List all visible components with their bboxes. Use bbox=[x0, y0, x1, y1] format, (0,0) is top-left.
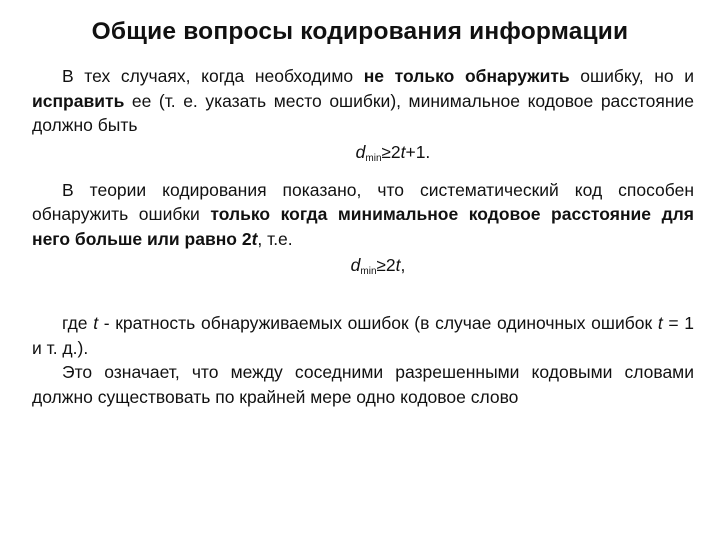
formula1-tail: +1. bbox=[405, 141, 431, 162]
formula1-t: t bbox=[400, 141, 406, 162]
p1-text-3: ее (т. е. указать место ошибки), минимальное кодовое расстояние должно быть bbox=[32, 90, 694, 135]
formula1-d: d bbox=[355, 141, 366, 162]
p2-bold: только когда минимальное кодовое расстояние для него больше или равно 2 bbox=[32, 204, 694, 249]
formula2-d: d bbox=[350, 255, 361, 275]
p1-text-2: ошибку, но и bbox=[569, 66, 695, 86]
paragraph-theory bbox=[32, 178, 694, 252]
p2-bold-italic-t: t bbox=[251, 228, 258, 249]
paragraph-meaning: Это означает, что между соседними разрешенными кодовыми словами должно существовать по крайней мере одно кодовое слово bbox=[32, 362, 694, 407]
p3-text-3: = 1 и т. д.). bbox=[32, 313, 694, 358]
slide-title: Общие вопросы кодирования информации bbox=[91, 18, 629, 45]
formula2-two: 2 bbox=[385, 255, 396, 275]
p3-text-2: - кратность обнаруживаемых ошибок (в случае одиночных ошибок bbox=[98, 313, 658, 333]
formula1-geq: ≥ bbox=[381, 142, 391, 162]
formula-correction bbox=[32, 140, 694, 168]
p3-italic-t-1: t bbox=[93, 313, 99, 333]
p2-text-1: В теории кодирования показано, что систематический код способен обнаружить ошибки bbox=[32, 179, 694, 224]
paragraph-error-correction bbox=[32, 64, 694, 138]
p3-italic-t-2: t bbox=[657, 313, 663, 333]
formula1-sub-min: min bbox=[365, 152, 382, 164]
p1-bold-correct: исправить bbox=[32, 90, 125, 111]
p3-text-1: где bbox=[62, 313, 94, 333]
paragraph-where-t bbox=[32, 311, 694, 360]
p1-bold-detect: не только обнаружить bbox=[363, 66, 570, 86]
formula2-sub-min: min bbox=[360, 266, 377, 277]
slide-body bbox=[32, 64, 694, 409]
p1-text-1: В тех случаях, когда необходимо bbox=[62, 66, 364, 86]
formula-detection bbox=[32, 253, 694, 281]
p2-text-2: , т.е. bbox=[257, 228, 293, 249]
formula2-tail: , bbox=[400, 255, 406, 275]
formula2-geq: ≥ bbox=[376, 256, 386, 275]
formula2-t: t bbox=[395, 255, 401, 275]
formula1-two: 2 bbox=[390, 141, 401, 162]
